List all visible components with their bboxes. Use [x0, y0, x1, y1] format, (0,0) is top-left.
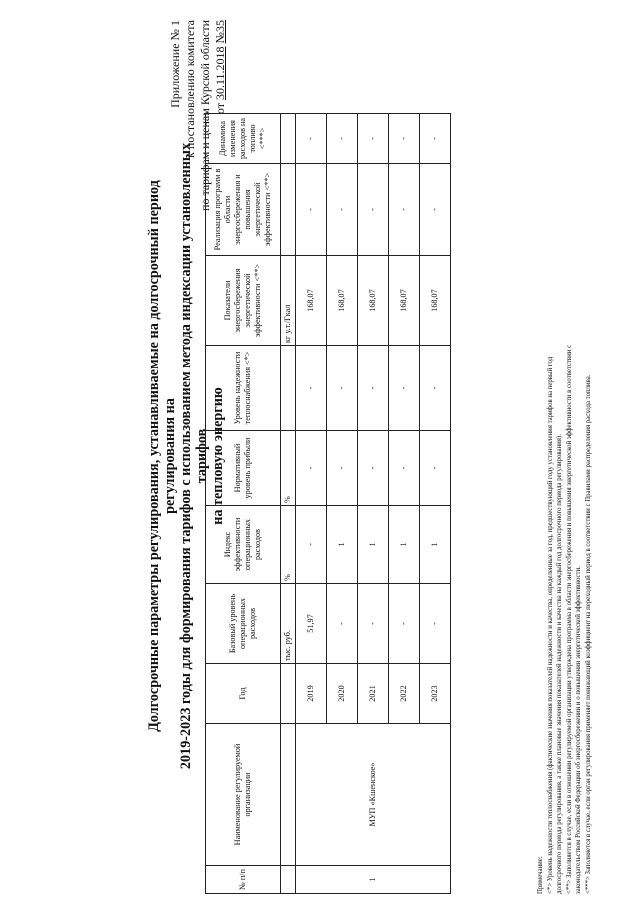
header-cell: Реализация программ в области энергосбережения и повышения энергетической эффективности <**> [206, 164, 281, 256]
organization-name: МУП «Кшенское» [296, 724, 451, 866]
unit-cell: кг у.т./Гкал [281, 256, 296, 346]
notes-heading: Примечание: [537, 856, 544, 894]
footnote-1-cont: долгосрочного периода регулирования, а также плановые значения показателей надежности и качества на каждый год долгосрочного периода регулирования). [556, 434, 564, 894]
profit-level-cell: - [296, 431, 327, 506]
fuel-dynamics-cell: - [296, 114, 327, 164]
profit-level-cell: - [327, 431, 358, 506]
unit-cell [281, 866, 296, 894]
year-cell: 2020 [327, 664, 358, 724]
reliability-cell: - [358, 346, 389, 431]
program-cell: - [420, 164, 451, 256]
document-page [8, 6, 628, 896]
year-cell: 2023 [420, 664, 451, 724]
header-cell: № п/п [206, 866, 281, 894]
profit-level-cell: - [358, 431, 389, 506]
base-opex-cell: 51,97 [296, 584, 327, 664]
date-prefix: от [213, 103, 227, 115]
appendix-title: Приложение № 1 [168, 20, 182, 108]
header-cell: Год [206, 664, 281, 724]
energy-saving-cell: 168,07 [358, 256, 389, 346]
unit-cell [281, 114, 296, 164]
title-line-3: на тепловую энергию [210, 387, 226, 525]
year-cell: 2021 [358, 664, 389, 724]
energy-saving-cell: 168,07 [389, 256, 420, 346]
header-cell: Уровень надежности теплоснабжения <*> [206, 346, 281, 431]
table-row [296, 114, 327, 894]
footnote-2: <**> Заполняется в случае, если в отношении регулируемой организации утверждена программа в области энергосбережения и повышения энергетической эффективности в соответствии с [565, 344, 573, 894]
fuel-dynamics-cell: - [327, 114, 358, 164]
energy-saving-cell: 168,07 [420, 256, 451, 346]
footnote-2-cont: законодательством Российской Федерации об энергосбережении и о повышении энергетической эффективности. [575, 566, 583, 894]
base-opex-cell: - [358, 584, 389, 664]
footnotes [536, 14, 594, 894]
row-number: 1 [296, 866, 451, 894]
reliability-cell: - [296, 346, 327, 431]
efficiency-index-cell: 1 [358, 506, 389, 584]
efficiency-index-cell: 1 [389, 506, 420, 584]
base-opex-cell: - [389, 584, 420, 664]
header-cell: Базовый уровень операционных расходов [206, 584, 281, 664]
parameters-table [205, 113, 451, 894]
unit-cell [281, 164, 296, 256]
reliability-cell: - [327, 346, 358, 431]
year-cell: 2019 [296, 664, 327, 724]
appendix-line-3: по тарифам и ценам Курской области [198, 20, 212, 211]
header-cell: Показатели энергосбережения энергетической эффективности <**> [206, 256, 281, 346]
reliability-cell: - [420, 346, 451, 431]
base-opex-cell: - [420, 584, 451, 664]
footnote-3: <***> Заполняется в случае, если орган регулирования применяет понижающий коэффициент на переходный период в соответствии с Правилами распределения расхода топлива. [584, 374, 592, 894]
header-cell: Динамика изменения расходов на топливо <***> [206, 114, 281, 164]
unit-cell [281, 346, 296, 431]
program-cell: - [296, 164, 327, 256]
profit-level-cell: - [389, 431, 420, 506]
decree-date: 30.11.2018 [213, 46, 227, 101]
decree-number: №35 [213, 20, 227, 44]
reliability-cell: - [389, 346, 420, 431]
unit-cell [281, 664, 296, 724]
fuel-dynamics-cell: - [420, 114, 451, 164]
program-cell: - [358, 164, 389, 256]
efficiency-index-cell: 1 [327, 506, 358, 584]
unit-cell [281, 724, 296, 866]
year-cell: 2022 [389, 664, 420, 724]
header-cell: Индекс эффективности операционных расходов [206, 506, 281, 584]
title-line-1: Долгосрочные параметры регулирования, устанавливаемые на долгосрочный период регулирования на [146, 180, 178, 732]
unit-cell: % [281, 506, 296, 584]
energy-saving-cell: 168,07 [296, 256, 327, 346]
efficiency-index-cell: - [296, 506, 327, 584]
unit-cell: тыс. руб. [281, 584, 296, 664]
efficiency-index-cell: 1 [420, 506, 451, 584]
program-cell: - [389, 164, 420, 256]
units-row [281, 114, 296, 894]
base-opex-cell: - [327, 584, 358, 664]
profit-level-cell: - [420, 431, 451, 506]
energy-saving-cell: 168,07 [327, 256, 358, 346]
title-line-2: 2019-2023 годы для формирования тарифов с использованием метода индексации установленных тарифов [178, 142, 210, 770]
header-cell: Наименование регулируемой организации [206, 724, 281, 866]
program-cell: - [327, 164, 358, 256]
fuel-dynamics-cell: - [389, 114, 420, 164]
table-header-row [206, 114, 281, 894]
footnote-1: <*> Уровень надежности теплоснабжения (фактические значения показателей надежности и качества, определенные за год, предшествующий году установления тарифов на первый год [546, 356, 554, 894]
unit-cell: % [281, 431, 296, 506]
appendix-line-2: к постановлению комитета [183, 20, 197, 158]
header-cell: Нормативный уровень прибыли [206, 431, 281, 506]
fuel-dynamics-cell: - [358, 114, 389, 164]
